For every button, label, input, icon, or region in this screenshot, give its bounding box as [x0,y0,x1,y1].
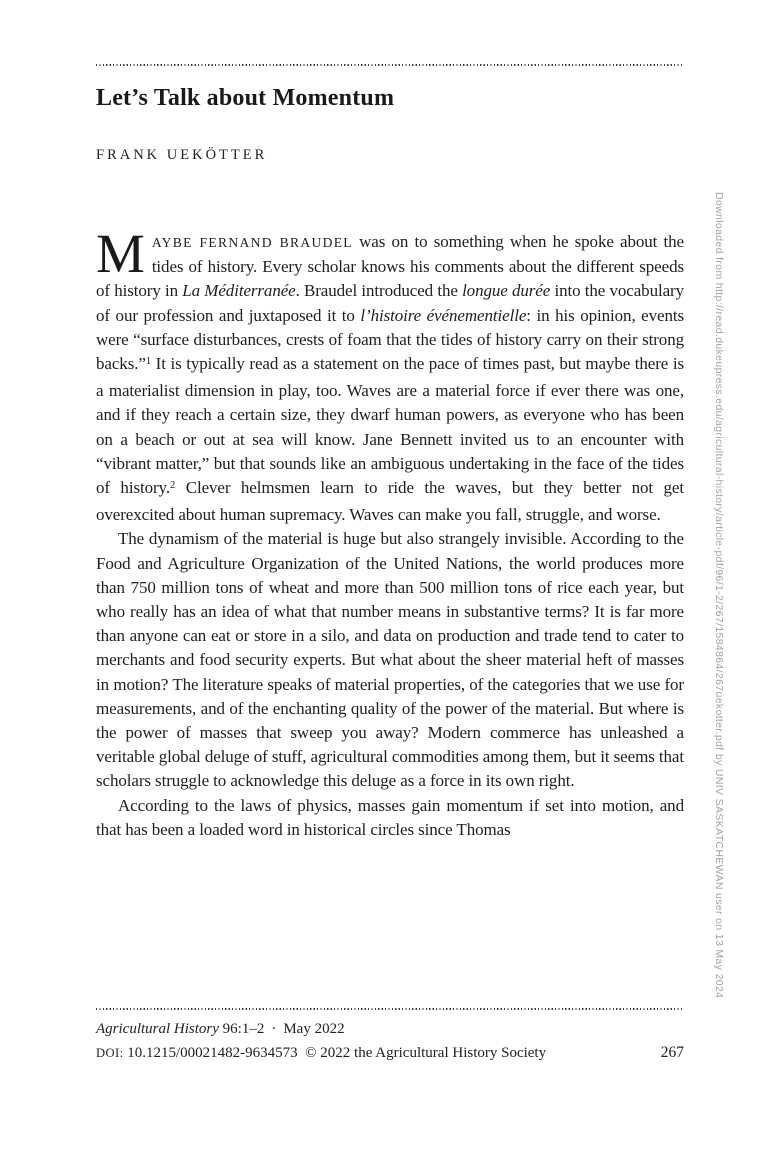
text-run: Clever helmsmen learn to ride the waves, but they better not get overexcited about human supremacy. Waves can make you fall, struggle, and worse. [96,478,684,525]
doi-and-copyright [96,1045,546,1062]
copyright-text: © 2022 the Agricultural History Society [305,1045,547,1061]
text-run: La Méditerranée [182,281,296,301]
paragraph [96,527,684,793]
article-title: Let’s Talk about Momentum [96,85,395,111]
article-author: FRANK UEKÖTTER [96,147,268,163]
article-body [96,223,685,842]
text-run: was on to something when he spoke about the tides of history. Every scholar knows his comments about the different speeds of history in [96,232,684,301]
footer-dotted-rule [96,1008,684,1010]
doi-value: 10.1215/00021482-9634573 [127,1045,298,1061]
text-run: : in his opinion, events were “surface disturbances, crests of foam that the tides of history carry on their strong backs.” [96,305,685,374]
text-run: According to the laws of physics, masses gain momentum if set into motion, and that has been a loaded word in historical circles since Thomas [96,795,684,839]
paragraph [96,223,685,527]
text-run: longue durée [462,281,551,301]
footnote-marker: 2 [170,480,176,492]
journal-name: Agricultural History [96,1021,219,1037]
text-run: . Braudel introduced the [295,281,463,301]
issue-date: May 2022 [283,1021,345,1037]
paragraph [96,794,684,842]
text-run: l’histoire événementielle [360,305,527,325]
page-number: 267 [660,1044,684,1061]
text-run: into the vocabulary of our profession and juxtaposed it to [96,281,684,325]
text-run: It is typically read as a statement on the pace of times past, but maybe there is a materialist dimension in play, too. Waves are a material force if ever there was one, and if they reach a certain size, they dwarf human powers, as everyone who has been on a beach or out at sea will know. Jane Bennett invited us to an encounter with “vibrant matter,” but that sounds like an ambiguous undertaking in the face of the tides of history. [96,354,684,498]
text-run: The dynamism of the material is huge but also strangely invisible. According to the Food and Agriculture Organization of the United Nations, the world produces more than 750 million tons of wheat and more than 500 million tons of rice each year, but who really has an idea of what that number means in substantive terms? It is far more than anyone can eat or store in a silo, and data on production and trade tend to cater to merchants and food security experts. But what about the sheer material heft of masses in motion? The literature speaks of material properties, of the categories that we use for measurements, and of the enchanting quality of the power of the material. But where is the power of masses that sweep you away? Modern commerce has unleashed a veritable global deluge of stuff, agricultural commodities among them, but it seems that scholars struggle to acknowledge this deluge as a force in its own right. [96,529,684,791]
header-dotted-rule [96,64,684,66]
citation-separator: · [271,1021,277,1037]
footer-copyright-line [96,1044,684,1062]
journal-citation [96,1021,684,1038]
doi-label: DOI: [96,1046,124,1060]
journal-issue: 96:1–2 [222,1021,265,1037]
download-watermark: Downloaded from http://read.dukeupress.edu/agricultural-history/article-pdf/96/1-2/267/1584864/267uekotter.pdf by UNIV SASKATCHEWAN user on 13 May 2024 [713,192,725,999]
drop-cap: M [96,223,145,284]
footnote-marker: 1 [145,356,152,368]
text-run: AYBE FERNAND BRAUDEL [151,235,353,250]
